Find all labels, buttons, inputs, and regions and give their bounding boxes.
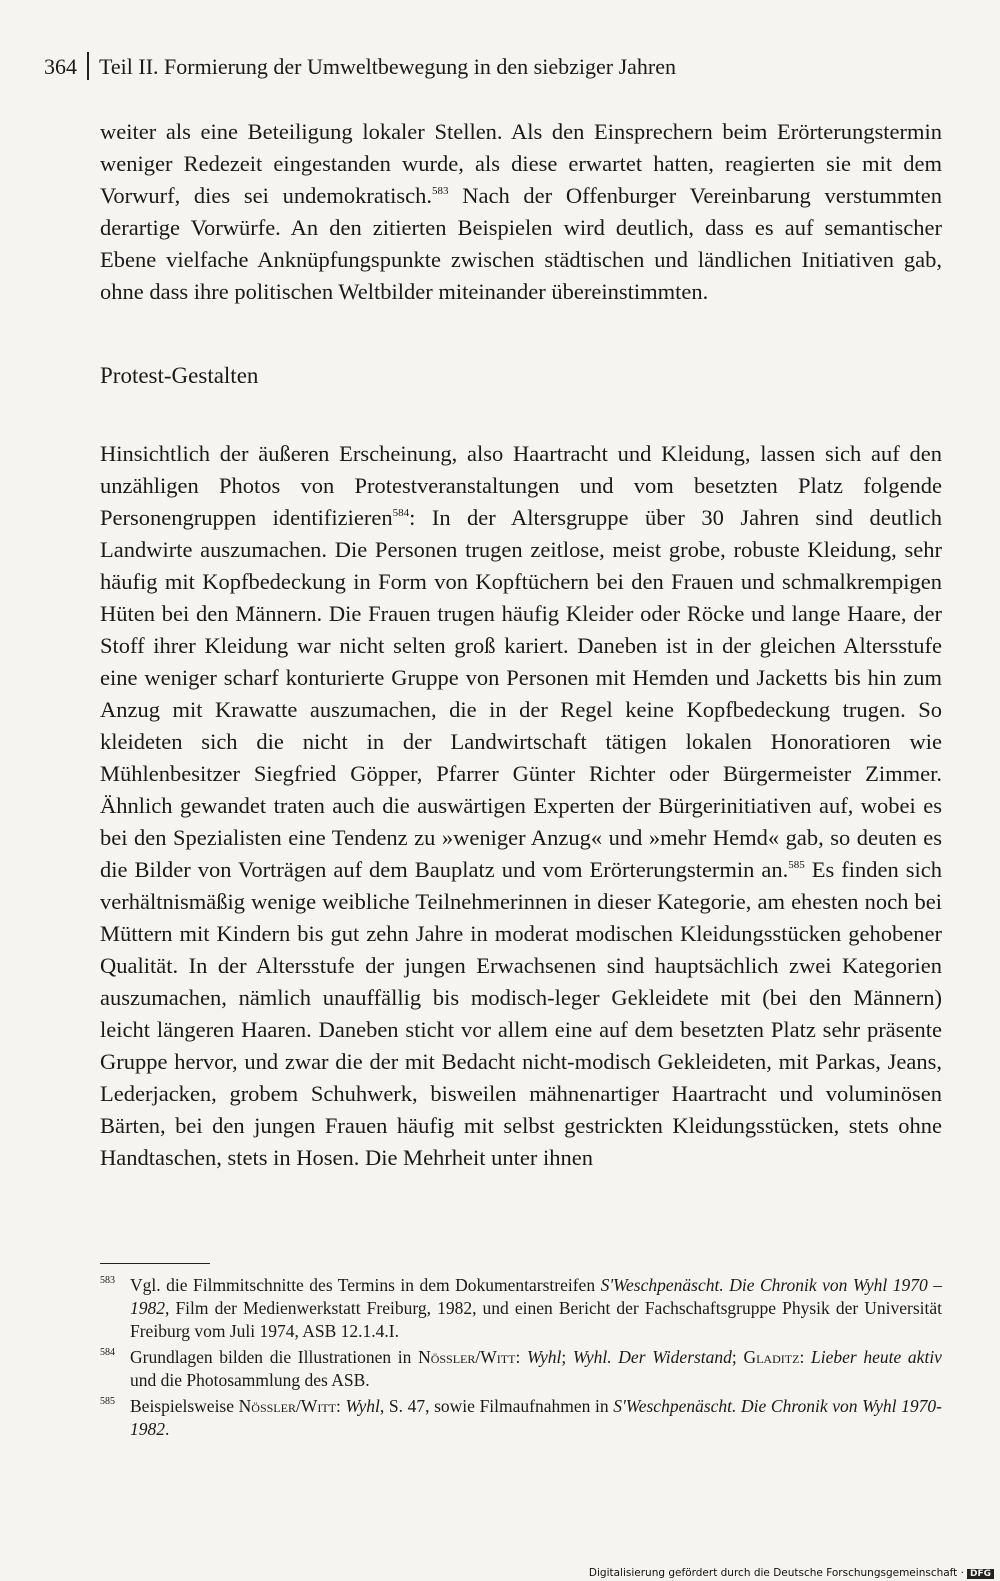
body-text	[100, 116, 942, 1174]
footnote	[100, 1346, 942, 1392]
footnotes	[100, 1274, 942, 1444]
footnote-ref[interactable]: 585	[788, 859, 805, 871]
digitization-credit	[589, 1567, 994, 1579]
paragraph-text: : In der Altersgruppe über 30 Jahren sind deutlich Landwirte auszumachen. Die Personen trugen zeitlose, meist grobe, robuste Kleidung, sehr häufig mit Kopfbedeckung in Form von Kopftüchern bei den Frauen und schmalkrempigen Hüten bei den Männern. Die Frauen trugen häufig Kleider oder Röcke und lange Haare, der Stoff ihrer Kleidung war nicht selten groß kariert. Daneben ist in der gleichen Altersstufe eine weniger scharf konturierte Gruppe von Personen mit Hemden und Jacketts bis hin zum Anzug mit Krawatte auszumachen, die in der Regel keine Kopfbedeckung trugen. So kleideten sich die nicht in der Landwirtschaft tätigen lokalen Honoratioren wie Mühlenbesitzer Siegfried Göpper, Pfarrer Günter Richter oder Bürgermeister Zimmer. Ähnlich gewandet traten auch die auswärtigen Experten der Bürgerinitiativen auf, wobei es bei den Spezialisten eine Tendenz zu »weniger Anzug« und »mehr Hemd« gab, so deuten es die Bilder von Vorträgen auf dem Bauplatz und vom Erörterungstermin an.	[100, 505, 942, 882]
footnote-title: Wyhl. Der Widerstand	[572, 1347, 732, 1367]
paragraph-text: Hinsichtlich der äußeren Erscheinung, also Haartracht und Kleidung, lassen sich auf den unzähligen Photos von Protestveranstaltungen und vom besetzten Platz folgende Personengruppen identifizieren	[100, 441, 942, 530]
page-number: 364	[44, 54, 77, 79]
footnote-text: :	[515, 1347, 527, 1367]
footnote-title: Lieber heute aktiv	[810, 1347, 942, 1367]
dfg-logo: DFG	[967, 1569, 994, 1579]
running-title: Teil II. Formierung der Umweltbewegung in den siebziger Jahren	[99, 54, 677, 79]
footnote	[100, 1395, 942, 1441]
footnote-number: 583	[100, 1275, 115, 1286]
footnote-author: Nössler/Witt	[418, 1347, 516, 1367]
header-divider	[87, 52, 89, 80]
section-heading: Protest-Gestalten	[100, 363, 259, 388]
footnote-title: S'Weschpenäscht. Die Chronik von Wyhl 1970 – 1982	[130, 1275, 942, 1318]
footnote-number: 585	[100, 1396, 115, 1407]
footnote-author: Gladitz	[743, 1347, 800, 1367]
footnote-author: Nössler/Witt	[238, 1396, 336, 1416]
paragraph	[100, 116, 942, 308]
page-header	[44, 52, 960, 82]
footnote-text: ;	[561, 1347, 573, 1367]
footnote-text: Beispielsweise	[130, 1396, 239, 1416]
footnote-ref[interactable]: 583	[431, 185, 449, 197]
footnote-rule	[100, 1263, 210, 1264]
paragraph	[100, 438, 942, 1174]
footnote-text: , Film der Medienwerkstatt Freiburg, 1982, und einen Bericht der Fachschaftsgruppe Physik der Universität Freiburg vom Juli 1974, ASB 12.1.4.I.	[130, 1298, 942, 1341]
footnote-title: S'Weschpenäscht. Die Chronik von Wyhl 1970-1982	[130, 1396, 942, 1439]
paragraph-text: weiter als eine Beteiligung lokaler Stellen. Als den Einsprechern beim Erörterungstermin weniger Redezeit eingestanden wurde, als diese erwartet hatten, reagierten sie mit dem Vorwurf, dies sei undemokratisch.	[100, 119, 942, 208]
footnote-text: ;	[731, 1347, 744, 1367]
footnote-text: :	[799, 1347, 811, 1367]
footnote-text: Vgl. die Filmmitschnitte des Termins in dem Dokumentarstreifen	[130, 1275, 601, 1295]
footnote-text: , S. 47, sowie Filmaufnahmen in	[379, 1396, 614, 1416]
footnote-text: .	[165, 1419, 170, 1439]
footnote-title: Wyhl	[345, 1396, 380, 1416]
credit-text: Digitalisierung gefördert durch die Deutsche Forschungsgemeinschaft ·	[588, 1567, 964, 1579]
footnote-number: 584	[100, 1347, 115, 1358]
paragraph-text: Es finden sich verhältnismäßig wenige weibliche Teilnehmerinnen in dieser Kategorie, am ehesten noch bei Müttern mit Kindern bis gut zehn Jahre in moderat modischen Kleidungsstücken gehobener Qualität. In der Altersstufe der jungen Erwachsenen sind hauptsächlich zwei Kategorien auszumachen, nämlich unauffällig bis modisch-leger Gekleidete mit (bei den Männern) leicht längeren Haaren. Daneben sticht vor allem eine auf dem besetzten Platz sehr präsente Gruppe hervor, und zwar die der mit Bedacht nicht-modisch Gekleideten, mit Parkas, Jeans, Lederjacken, grobem Schuhwerk, bisweilen mähnenartiger Haartracht und voluminösen Bärten, bei den jungen Frauen häufig mit selbst gestrickten Kleidungsstücken, stets ohne Handtaschen, stets in Hosen. Die Mehrheit unter ihnen	[100, 857, 942, 1170]
footnote-text: und die Photosammlung des ASB.	[130, 1370, 370, 1390]
footnote-title: Wyhl	[526, 1347, 562, 1367]
footnote-ref[interactable]: 584	[392, 507, 410, 519]
footnote-text: :	[336, 1396, 346, 1416]
paragraph-text: Nach der Offenburger Vereinbarung verstummten derartige Vorwürfe. An den zitierten Beispielen wird deutlich, dass es auf semantischer Ebene vielfache Anknüpfungspunkte zwischen städtischen und ländlichen Initiativen gab, ohne dass ihre politischen Weltbilder miteinander übereinstimmten.	[100, 183, 942, 304]
footnote-text: Grundlagen bilden die Illustrationen in	[130, 1347, 419, 1367]
footnote	[100, 1274, 942, 1343]
